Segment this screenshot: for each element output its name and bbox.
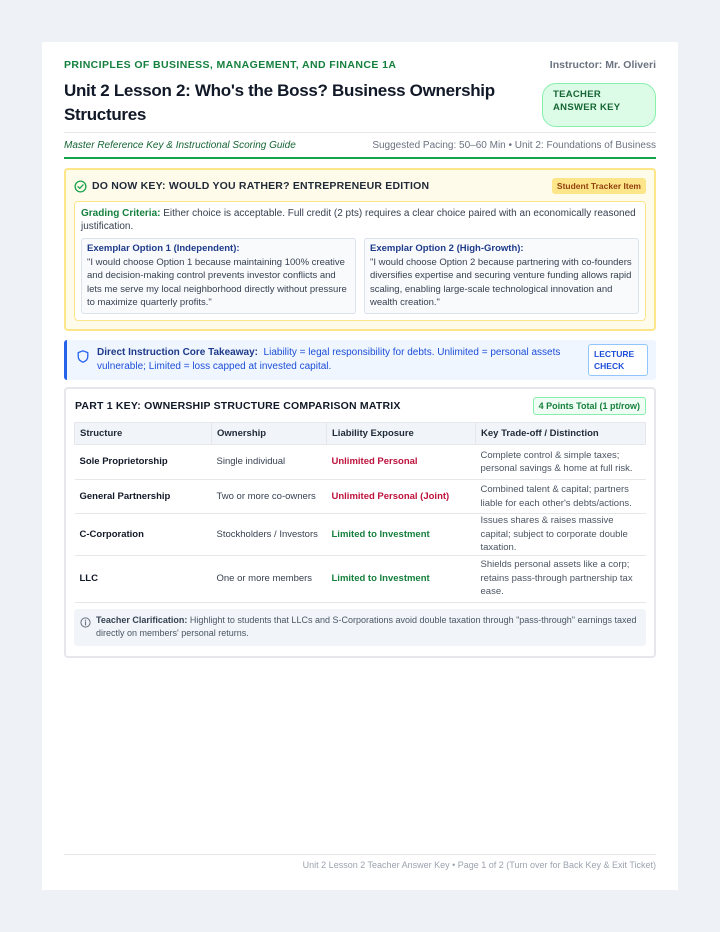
criteria-text: Either choice is acceptable. Full credit (2 pts) requires a clear choice paired with an economically reasoned justification. <box>81 208 636 232</box>
header-top-row <box>64 59 656 73</box>
lecture-check-badge: LECTURE CHECK <box>588 344 648 376</box>
header-title-row <box>64 79 656 127</box>
exemplar-option-1 <box>81 238 356 314</box>
part1-title: PART 1 KEY: OWNERSHIP STRUCTURE COMPARISON MATRIX <box>75 400 401 412</box>
structure-cell: General Partnership <box>75 480 212 514</box>
table-row <box>75 555 646 602</box>
column-header: Key Trade-off / Distinction <box>476 423 646 445</box>
table-row <box>75 514 646 556</box>
points-badge: 4 Points Total (1 pt/row) <box>533 397 646 415</box>
grading-criteria <box>81 208 639 233</box>
takeaway-text <box>97 346 577 374</box>
header-accent-rule <box>64 157 656 159</box>
structure-cell: Sole Proprietorship <box>75 445 212 480</box>
structure-cell: C-Corporation <box>75 514 212 556</box>
course-name: PRINCIPLES OF BUSINESS, MANAGEMENT, AND FINANCE 1A <box>64 59 397 71</box>
clarification-label: Teacher Clarification: <box>96 614 188 625</box>
page-subtitle: Master Reference Key & Instructional Scoring Guide <box>64 139 296 151</box>
table-header-row <box>75 423 646 445</box>
info-icon <box>80 617 91 628</box>
structure-cell: LLC <box>75 555 212 602</box>
exemplar-options <box>81 238 639 314</box>
liability-cell: Limited to Investment <box>327 514 476 556</box>
teacher-clarification <box>74 609 646 646</box>
page-title: Unit 2 Lesson 2: Who's the Boss? Business Ownership Structures <box>64 81 495 124</box>
part1-header <box>74 396 646 416</box>
do-now-title-group <box>74 180 429 193</box>
column-header: Structure <box>75 423 212 445</box>
table-row <box>75 480 646 514</box>
liability-cell: Limited to Investment <box>327 555 476 602</box>
exemplar-text: "I would choose Option 2 because partnering with co-founders diversifies expertise and securing venture funding allows rapid scaling, enabling large-scale technological innovation and wealth creation." <box>370 257 632 308</box>
do-now-title: DO NOW KEY: WOULD YOU RATHER? ENTREPRENEUR EDITION <box>92 180 430 192</box>
takeaway-body: Liability = legal responsibility for debts. Unlimited = personal assets vulnerable; Limited = loss capped at invested capital. <box>97 347 561 372</box>
takeaway-label: Direct Instruction Core Takeaway: <box>97 347 258 358</box>
page-footer: Unit 2 Lesson 2 Teacher Answer Key • Page 1 of 2 (Turn over for Back Key & Exit Ticket) <box>64 854 656 870</box>
header-meta-row <box>64 133 656 157</box>
shield-icon <box>77 350 89 363</box>
tradeoff-cell: Shields personal assets like a corp; retains pass-through partnership tax ease. <box>476 555 646 602</box>
ownership-cell: Single individual <box>212 445 327 480</box>
ownership-cell: Stockholders / Investors <box>212 514 327 556</box>
check-circle-icon <box>74 180 87 193</box>
tradeoff-cell: Complete control & simple taxes; personal savings & home at full risk. <box>476 445 646 480</box>
clarification-text <box>96 614 640 640</box>
core-takeaway-callout <box>64 340 656 380</box>
exemplar-text: "I would choose Option 1 because maintaining 100% creative and decision-making control prevents investor conflicts and lets me serve my local neighborhood directly without pressure to maximize quarterly profits." <box>87 257 347 308</box>
liability-cell: Unlimited Personal (Joint) <box>327 480 476 514</box>
do-now-section <box>64 168 656 331</box>
takeaway-content <box>77 346 577 374</box>
teacher-key-badge: TEACHER ANSWER KEY <box>542 83 656 127</box>
exemplar-title: Exemplar Option 2 (High-Growth): <box>370 243 524 254</box>
criteria-label: Grading Criteria: <box>81 208 161 219</box>
answer-key-page <box>42 42 678 890</box>
liability-cell: Unlimited Personal <box>327 445 476 480</box>
tradeoff-cell: Issues shares & raises massive capital; subject to corporate double taxation. <box>476 514 646 556</box>
pacing-info: Suggested Pacing: 50–60 Min • Unit 2: Foundations of Business <box>372 139 656 151</box>
column-header: Liability Exposure <box>327 423 476 445</box>
ownership-cell: One or more members <box>212 555 327 602</box>
exemplar-option-2 <box>364 238 639 314</box>
student-tracker-badge: Student Tracker Item <box>552 178 646 194</box>
do-now-header <box>74 177 646 195</box>
part1-section <box>64 387 656 658</box>
table-row <box>75 445 646 480</box>
clarification-body: Highlight to students that LLCs and S-Corporations avoid double taxation through "pass-through" earnings taxed directly on members' personal returns. <box>96 614 637 638</box>
comparison-matrix-table <box>74 422 646 603</box>
do-now-body <box>74 201 646 321</box>
column-header: Ownership <box>212 423 327 445</box>
ownership-cell: Two or more co-owners <box>212 480 327 514</box>
tradeoff-cell: Combined talent & capital; partners liable for each other's debts/actions. <box>476 480 646 514</box>
instructor-name: Instructor: Mr. Oliveri <box>549 59 656 71</box>
exemplar-title: Exemplar Option 1 (Independent): <box>87 243 240 254</box>
